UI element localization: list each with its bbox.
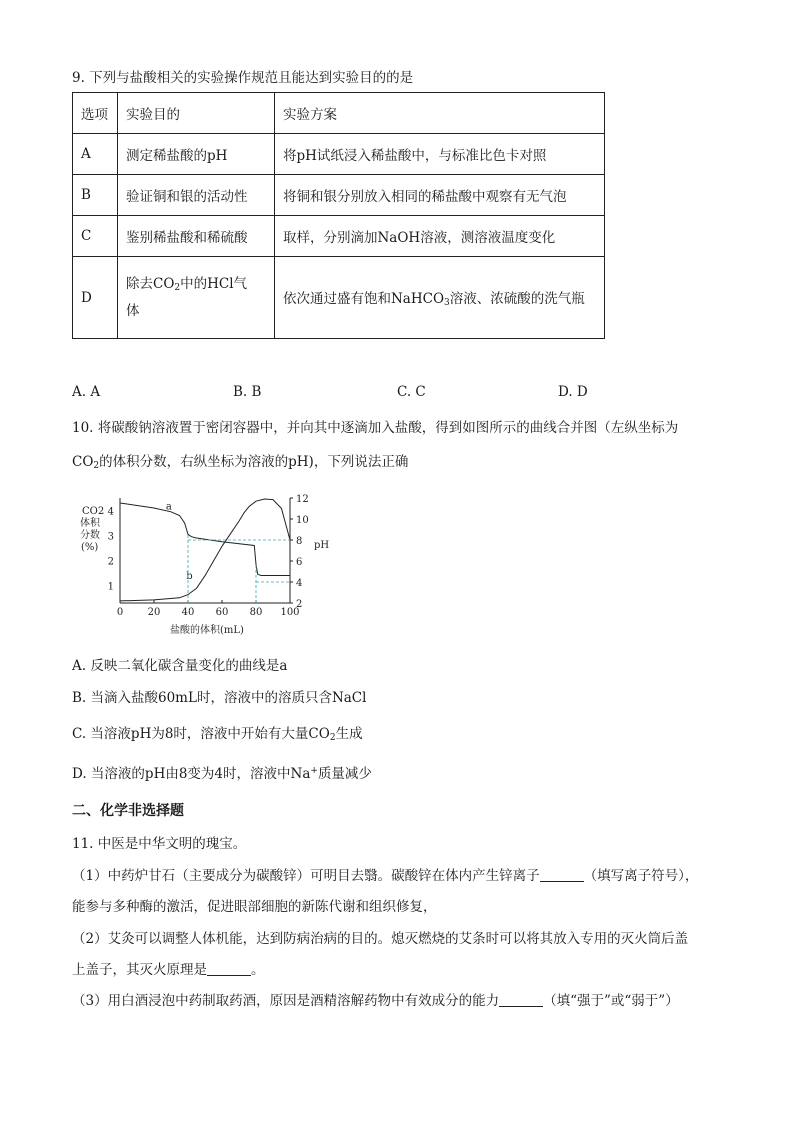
- y-right-tick-label: 10: [296, 515, 309, 526]
- y-right-tick-label: 12: [296, 494, 309, 505]
- option-cell: D: [73, 257, 118, 339]
- option-text: D. 当溶液的pH由8变为4时，溶液中Na: [72, 766, 311, 782]
- table-row: [73, 216, 605, 257]
- y-left-label: CO2: [82, 506, 105, 517]
- series-label-a: a: [165, 501, 172, 513]
- goal-text: 中的HCl气: [180, 275, 248, 292]
- q11-part1-line1: [72, 864, 698, 884]
- q11-stem: 11. 中医是中华文明的瑰宝。: [72, 836, 247, 852]
- goal-cell: 验证铜和银的活动性: [118, 175, 275, 216]
- q10-option-a: A. 反映二氧化碳含量变化的曲线是a: [72, 658, 288, 674]
- y-left-label: (%): [81, 542, 99, 553]
- y-right-tick-label: 4: [296, 578, 303, 589]
- q11-part2-line2: [72, 958, 265, 978]
- plan-cell: [275, 257, 605, 339]
- goal-text: 除去CO: [126, 275, 175, 292]
- answer-blank[interactable]: [207, 962, 251, 976]
- table-row: [73, 257, 605, 339]
- choice-a: A. A: [72, 384, 101, 400]
- co2-ph-chart: [70, 488, 350, 648]
- q10-option-b: B. 当滴入盐酸60mL时，溶液中的溶质只含NaCl: [72, 690, 367, 706]
- table-header: 选项: [73, 93, 118, 134]
- option-cell: C: [73, 216, 118, 257]
- table-row: [73, 134, 605, 175]
- choice-b: B. B: [233, 384, 262, 400]
- y-right-tick-label: 8: [296, 536, 303, 547]
- x-tick-label: 0: [116, 607, 124, 618]
- answer-blank[interactable]: [540, 868, 584, 882]
- q11-part1-line2: 能参与多种酶的激活，促进眼部细胞的新陈代谢和组织修复，: [72, 899, 437, 915]
- question-text: （填“强于”或“弱于”）: [543, 993, 679, 1009]
- y-left-label: 体积: [80, 518, 100, 529]
- x-tick-label: 60: [215, 607, 229, 618]
- y-left-tick-label: 1: [107, 581, 114, 593]
- question-text: （3）用白酒浸泡中药制取药酒，原因是酒精溶解药物中有效成分的能力: [72, 993, 500, 1009]
- q10-option-d: [72, 762, 372, 782]
- y-left-tick-label: 2: [107, 556, 114, 568]
- q10-stem-line2: [72, 450, 408, 471]
- y-right-label: pH: [314, 540, 330, 551]
- subscript: 2: [93, 461, 100, 471]
- series-label-b: b: [186, 570, 193, 582]
- x-tick-label: 40: [181, 607, 195, 618]
- table-header: 实验目的: [118, 93, 275, 134]
- stem-text: CO: [72, 454, 94, 470]
- option-text: C. 当溶液pH为8时，溶液中开始有大量CO: [72, 726, 330, 742]
- y-right-tick-label: 6: [296, 557, 303, 568]
- x-tick-label: 100: [280, 607, 300, 618]
- q9-table: [72, 92, 605, 339]
- subscript: 3: [444, 298, 450, 308]
- superscript: +: [310, 766, 318, 776]
- question-text: （填写离子符号），: [583, 868, 699, 884]
- q10-option-c: [72, 722, 363, 743]
- y-left-tick-label: 4: [107, 506, 114, 518]
- subscript: 2: [329, 733, 336, 743]
- option-text: 质量减少: [317, 766, 372, 782]
- goal-text: 体: [126, 302, 140, 319]
- x-axis-label: 盐酸的体积(mL): [170, 625, 244, 636]
- q9-stem: 9. 下列与盐酸相关的实验操作规范且能达到实验目的的是: [72, 70, 414, 86]
- y-right-tick-label: 2: [296, 599, 303, 610]
- x-tick-label: 80: [249, 607, 263, 618]
- q11-part3: [72, 989, 679, 1009]
- q10-stem-line1: 10. 将碳酸钠溶液置于密闭容器中，并向其中逐滴加入盐酸，得到如图所示的曲线合并图（左纵坐标为: [72, 420, 679, 436]
- plan-cell: 将铜和银分别放入相同的稀盐酸中观察有无气泡: [275, 175, 605, 216]
- table-header-row: [73, 93, 605, 134]
- y-left-label: 分数: [80, 530, 100, 541]
- question-text: 。: [251, 962, 265, 978]
- section-heading: 二、化学非选择题: [72, 803, 184, 819]
- x-tick-label: 20: [147, 607, 161, 618]
- choice-c: C. C: [397, 384, 426, 400]
- question-text: （1）中药炉甘石（主要成分为碳酸锌）可明目去翳。碳酸锌在体内产生锌离子: [72, 868, 540, 884]
- choice-d: D. D: [558, 384, 588, 400]
- goal-cell: 测定稀盐酸的pH: [118, 134, 275, 175]
- plan-text: 溶液、浓硫酸的洗气瓶: [449, 291, 585, 307]
- series-line-a: [120, 503, 290, 576]
- q11-part2-line1: （2）艾灸可以调整人体机能，达到防病治病的目的。熄灭燃烧的艾条时可以将其放入专用的灭火筒后盖: [72, 931, 689, 947]
- option-cell: A: [73, 134, 118, 175]
- subscript: 2: [174, 282, 181, 293]
- plan-cell: 将pH试纸浸入稀盐酸中，与标准比色卡对照: [275, 134, 605, 175]
- plan-text: 依次通过盛有饱和NaHCO: [283, 291, 445, 307]
- goal-cell: 鉴别稀盐酸和稀硫酸: [118, 216, 275, 257]
- stem-text: 的体积分数，右纵坐标为溶液的pH)，下列说法正确: [99, 454, 409, 470]
- table-header: 实验方案: [275, 93, 605, 134]
- goal-cell: [118, 257, 275, 339]
- answer-blank[interactable]: [499, 993, 543, 1007]
- option-cell: B: [73, 175, 118, 216]
- option-text: 生成: [335, 726, 363, 742]
- plan-cell: 取样，分别滴加NaOH溶液，测溶液温度变化: [275, 216, 605, 257]
- table-row: [73, 175, 605, 216]
- question-text: 上盖子，其灭火原理是: [72, 962, 207, 978]
- y-left-tick-label: 3: [107, 531, 114, 543]
- series-line-b: [120, 499, 290, 601]
